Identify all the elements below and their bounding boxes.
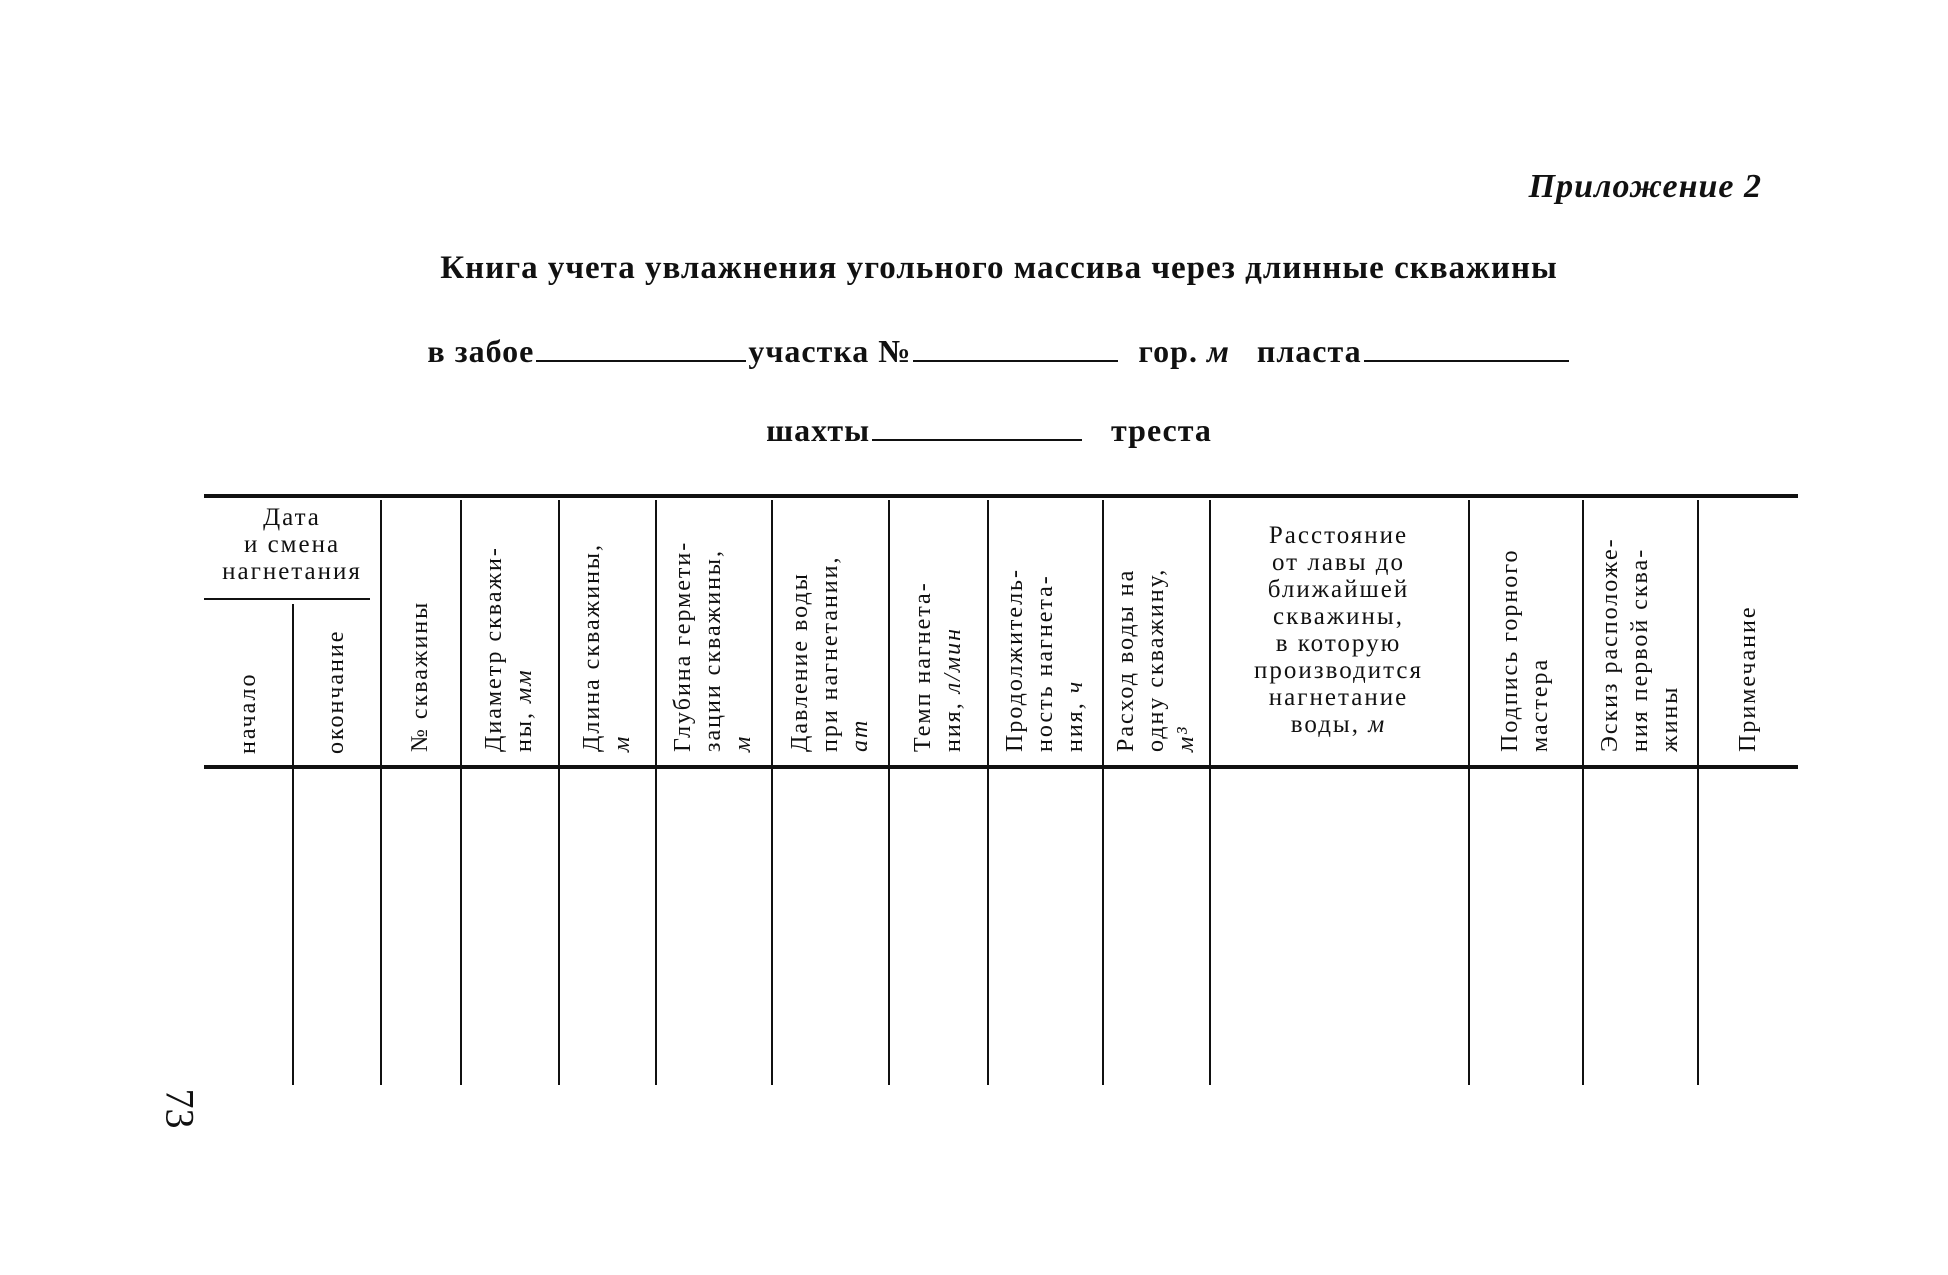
- column-header-line: начало: [235, 672, 261, 754]
- column-divider: [1102, 500, 1104, 1085]
- column-divider: [771, 500, 773, 1085]
- column-header-line: от лавы до: [1272, 549, 1405, 576]
- column-divider: [987, 500, 989, 1085]
- column-header-line: Глубина гермети-: [670, 540, 696, 752]
- column-header-distance: [1209, 522, 1468, 738]
- column-header-unit: ч: [1061, 679, 1088, 694]
- appendix-label: Приложение 2: [1528, 168, 1762, 205]
- section-label: участка №: [748, 333, 912, 369]
- column-header-7: [785, 556, 875, 753]
- column-header-line: ны, мм: [511, 668, 537, 752]
- column-header-line: скважины,: [1273, 603, 1404, 630]
- column-header-line: ния, л/мин: [939, 626, 966, 752]
- column-header-line: ния, ч: [1061, 679, 1088, 752]
- column-header-line: производится: [1254, 657, 1423, 684]
- column-header-line: Подпись горного: [1497, 548, 1523, 752]
- column-header-line: Длина скважины,: [578, 542, 605, 752]
- column-header-line: зации скважины,: [700, 548, 726, 752]
- column-divider: [888, 500, 890, 1085]
- column-header-line: № скважины: [407, 600, 433, 752]
- column-header-3: [405, 601, 435, 752]
- column-header-line: одну скважину,: [1142, 567, 1169, 752]
- column-header-line: Темп нагнета-: [909, 581, 936, 752]
- group-header-line: нагнетания: [222, 558, 362, 585]
- face-label: в забое: [427, 333, 535, 369]
- column-divider: [292, 604, 294, 1085]
- seam-label: пласта: [1256, 333, 1362, 369]
- column-header-line: при нагнетании,: [816, 555, 843, 752]
- column-header-6: [668, 541, 758, 752]
- page-title: Книга учета увлажнения угольного массива через длинные скважины: [440, 250, 1558, 286]
- mine-label: шахты: [766, 412, 871, 448]
- column-divider: [1697, 500, 1699, 1085]
- column-header-8: [908, 581, 968, 752]
- column-header-unit: м: [608, 734, 635, 752]
- column-header-line: мастера: [1527, 657, 1553, 752]
- column-header-unit: м: [730, 734, 756, 752]
- date-shift-group-header: [204, 504, 380, 585]
- column-divider: [380, 500, 382, 1085]
- column-header-4: [479, 546, 539, 752]
- column-header-line: [845, 556, 875, 753]
- column-header-line: [607, 543, 637, 752]
- table-header-rule: [204, 765, 1798, 769]
- column-header-line: ближайшей: [1267, 576, 1410, 603]
- column-header-9: [1000, 568, 1090, 752]
- column-header-5: [577, 543, 637, 752]
- column-divider: [1582, 500, 1584, 1085]
- column-header-line: Давление воды: [786, 572, 813, 752]
- column-header-line: нагнетание: [1268, 684, 1409, 711]
- horizon-label: гор.: [1138, 333, 1198, 369]
- column-header-line: воды, м: [1290, 711, 1387, 738]
- column-header-line: в которую: [1275, 630, 1402, 657]
- column-header-unit: л/мин: [939, 626, 966, 694]
- group-header-line: Дата: [263, 504, 321, 531]
- trust-label: треста: [1111, 412, 1212, 448]
- column-header-unit: мм: [511, 668, 537, 704]
- column-header-line: Продолжитель-: [1001, 568, 1028, 752]
- column-header-line: ность нагнета-: [1031, 574, 1058, 752]
- column-header-line: ния первой сква-: [1626, 547, 1653, 752]
- column-header-12: [1495, 549, 1555, 752]
- column-header-line: Расход воды на: [1112, 568, 1139, 752]
- column-header-13: [1595, 537, 1685, 752]
- column-header-line: Диаметр скважи-: [481, 546, 507, 752]
- column-header-1: [233, 673, 263, 754]
- column-header-line: Расстояние: [1268, 522, 1409, 549]
- column-header-10: [1111, 568, 1201, 752]
- column-header-line: Эскиз расположе-: [1596, 537, 1623, 752]
- column-divider: [655, 500, 657, 1085]
- page-number: 73: [157, 1088, 203, 1129]
- column-header-14: [1733, 606, 1763, 752]
- column-header-line: [728, 541, 758, 752]
- column-header-line: жины: [1656, 685, 1683, 752]
- column-header-unit: м: [1368, 711, 1387, 738]
- group-header-rule: [204, 598, 370, 600]
- column-header-line: окончание: [323, 629, 349, 754]
- column-header-line: [1171, 568, 1201, 752]
- column-divider: [1468, 500, 1470, 1085]
- column-divider: [460, 500, 462, 1085]
- column-header-unit: ат: [846, 718, 873, 752]
- column-divider: [558, 500, 560, 1085]
- column-header-2: [321, 630, 351, 754]
- group-header-line: и смена: [243, 531, 341, 558]
- column-header-line: Примечание: [1734, 605, 1761, 752]
- column-header-unit: м³: [1172, 725, 1199, 752]
- horizon-unit: м: [1206, 333, 1230, 369]
- table-top-rule: [204, 494, 1798, 498]
